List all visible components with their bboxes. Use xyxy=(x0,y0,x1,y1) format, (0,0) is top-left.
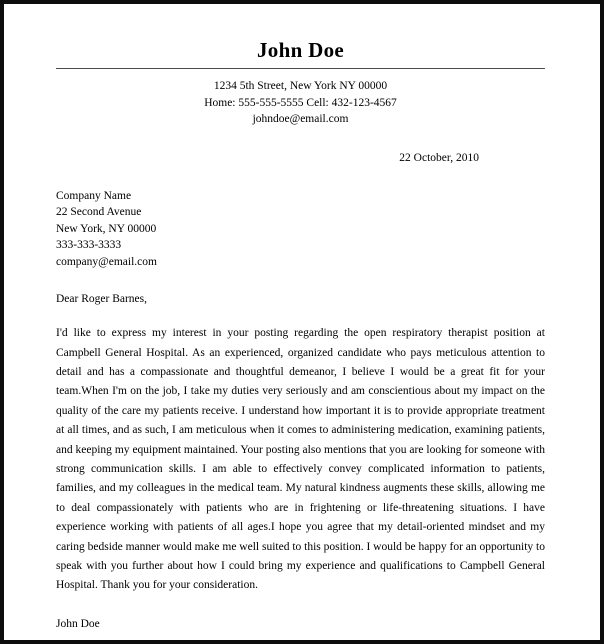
recipient-company: Company Name xyxy=(56,189,132,202)
letter-sheet xyxy=(4,4,600,640)
page-title: John Doe xyxy=(257,38,344,62)
contact-phones: Home: 555-555-5555 Cell: 432-123-4567 xyxy=(204,96,397,109)
recipient-phone: 333-333-3333 xyxy=(56,239,122,252)
letter-body: I'd like to express my interest in your posting regarding the open respiratory therapist position at Campbell General Hospital. As an experienced, organized candidate who pays meticulous attention to detail and has a compassionate and thoughtful demeanor, I believe I would be a great fit for your team.When I'm on the job, I take my duties very seriously and am conscientious about my impact on the quality of the care my patients receive. I understand how important it is to provide appropriate treatment at all times, and as such, I am meticulous when it comes to administering medication, examining patients, and keeping my equipment maintained. Your posting also mentions that you are looking for someone with strong communication skills. I am able to effectively convey complicated information to patients, families, and my colleagues in the medical team. My natural kindness augments these skills, allowing me to deal compassionately with patients who are in frightening or life-threatening situations. I have experience working with patients of all ages.I hope you agree that my detail-oriented mindset and my caring bedside manner would make me well suited to this position. I would be happy for an opportunity to speak with you further about how I could bring my experience and qualifications to Campbell General Hospital. Thank you for your consideration. xyxy=(56,327,545,592)
contact-address: 1234 5th Street, New York NY 00000 xyxy=(213,80,388,93)
contact-block xyxy=(56,78,545,128)
letter-date: 22 October, 2010 xyxy=(399,151,479,164)
letter-salutation: Dear Roger Barnes, xyxy=(56,293,148,306)
contact-email: johndoe@email.com xyxy=(252,113,349,126)
recipient-address-block xyxy=(56,188,545,271)
letterhead-divider xyxy=(56,68,545,69)
letterhead xyxy=(56,4,545,128)
recipient-city-state-zip: New York, NY 00000 xyxy=(56,222,157,235)
recipient-email: company@email.com xyxy=(56,255,157,268)
recipient-street: 22 Second Avenue xyxy=(56,206,142,219)
letter-signature: John Doe xyxy=(56,617,100,630)
